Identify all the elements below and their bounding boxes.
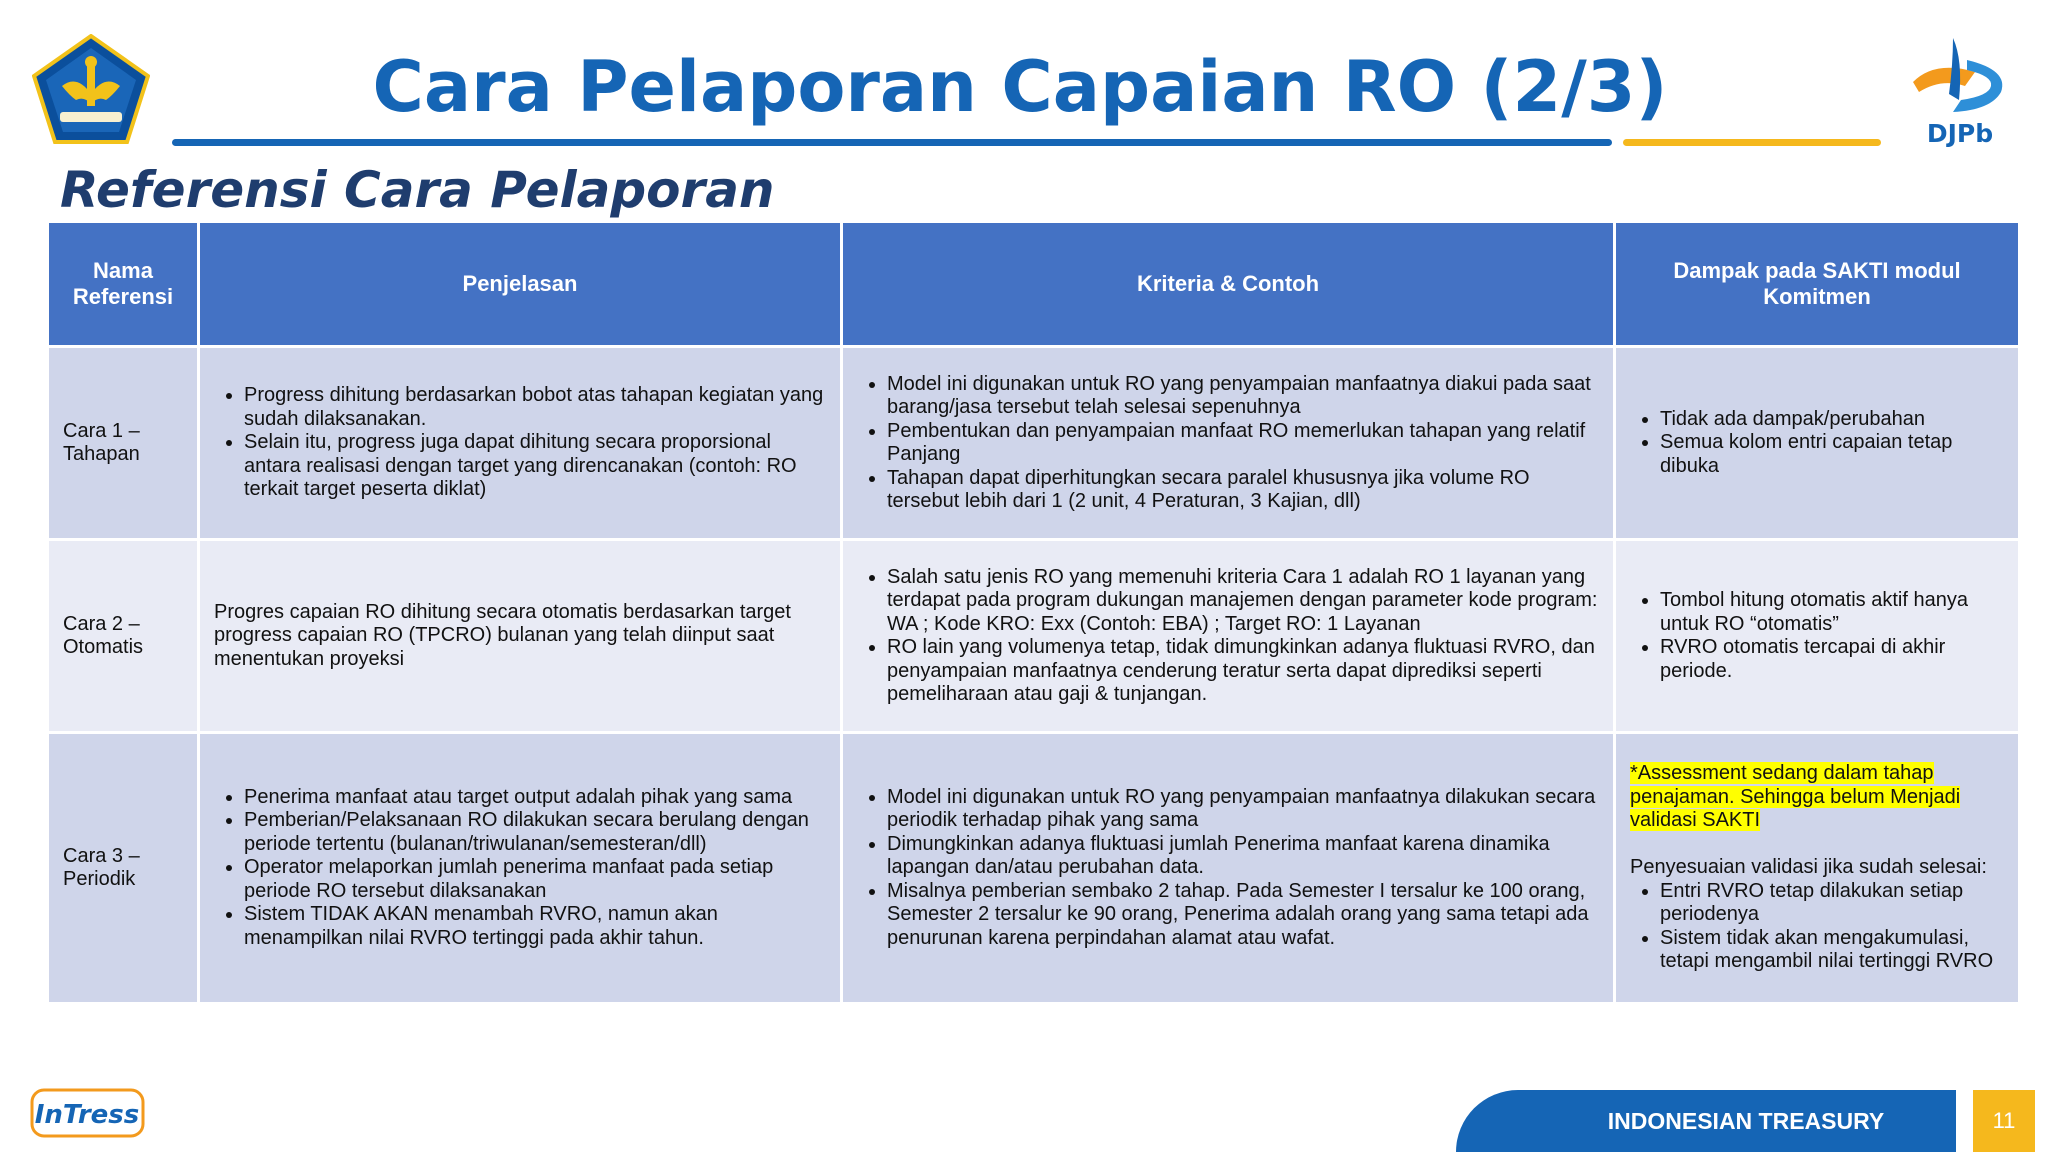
section-subtitle: Referensi Cara Pelaporan <box>60 161 775 219</box>
list-item: • Tahapan dapat diperhitungkan secara paralel khususnya jika volume RO tersebut lebih dari 1 (2 unit, 4 Peraturan, 3 Kajian, dll) <box>887 467 1599 514</box>
list-item: • Sistem tidak akan mengakumulasi, tetapi mengambil nilai tertinggi RVRO <box>1660 927 2004 974</box>
kriteria-cell <box>843 734 1613 1002</box>
page-number-box <box>1973 1090 2035 1152</box>
table-row <box>49 348 2018 538</box>
header-dampak-sakti: Dampak pada SAKTI modul Komitmen <box>1616 223 2018 345</box>
list-item: • Entri RVRO tetap dilakukan setiap periodenya <box>1660 880 2004 927</box>
list-item: • Dimungkinkan adanya fluktuasi jumlah Penerima manfaat karena dinamika lapangan dan/atau perubahan data. <box>887 833 1599 880</box>
assessment-note: *Assessment sedang dalam tahap penajaman. Sehingga belum Menjadi validasi SAKTI <box>1630 762 1961 832</box>
table-row <box>49 541 2018 731</box>
dampak-cell <box>1616 734 2018 1002</box>
list-item: • Tidak ada dampak/perubahan <box>1660 408 2004 432</box>
list-item: • Model ini digunakan untuk RO yang penyampaian manfaatnya dilakukan secara periodik terhadap pihak yang sama <box>887 786 1599 833</box>
title-underline-gold <box>1623 139 1881 146</box>
list-item: • Pemberian/Pelaksanaan RO dilakukan secara berulang dengan periode tertentu (bulanan/triwulanan/semesteran/dll) <box>244 809 826 856</box>
table-header-row <box>49 223 2018 345</box>
intress-logo-text: InTress <box>34 1100 140 1130</box>
page-title: Cara Pelaporan Capaian RO (2/3) <box>372 46 1668 128</box>
header-nama-referensi: Nama Referensi <box>49 223 197 345</box>
spacer <box>1630 833 2004 857</box>
list-item: • RVRO otomatis tercapai di akhir periode. <box>1660 636 2004 683</box>
footer-brand: INDONESIAN TREASURY <box>1607 1107 1885 1134</box>
list-item: • Pembentukan dan penyampaian manfaat RO memerlukan tahapan yang relatif Panjang <box>887 420 1599 467</box>
row-name: Cara 3 – Periodik <box>49 734 197 1002</box>
list-item: • Operator melaporkan jumlah penerima manfaat pada setiap periode RO tersebut dilaksanakan <box>244 856 826 903</box>
row-name: Cara 2 – Otomatis <box>49 541 197 731</box>
page-number: 11 <box>1992 1108 2016 1133</box>
djpb-logo <box>1905 30 2015 150</box>
dampak-cell <box>1616 348 2018 538</box>
list-item: • Model ini digunakan untuk RO yang penyampaian manfaatnya diakui pada saat barang/jasa tersebut telah selesai sepenuhnya <box>887 373 1599 420</box>
row-name: Cara 1 – Tahapan <box>49 348 197 538</box>
list-item: • Semua kolom entri capaian tetap dibuka <box>1660 431 2004 478</box>
header-kriteria-contoh: Kriteria & Contoh <box>843 223 1613 345</box>
table-row <box>49 734 2018 1002</box>
title-underline-blue <box>172 139 1612 146</box>
list-item: • Tombol hitung otomatis aktif hanya untuk RO “otomatis” <box>1660 589 2004 636</box>
header-penjelasan: Penjelasan <box>200 223 840 345</box>
penjelasan-cell: Progres capaian RO dihitung secara otomatis berdasarkan target progress capaian RO (TPCRO) bulanan yang telah diinput saat menentukan proyeksi <box>200 541 840 731</box>
dampak-cell <box>1616 541 2018 731</box>
djpb-logo-text: DJPb <box>1926 119 1994 148</box>
footer-brand-bar <box>1456 1090 1956 1152</box>
list-item: • RO lain yang volumenya tetap, tidak dimungkinkan adanya fluktuasi RVRO, dan penyampaian manfaatnya cenderung teratur serta dapat diprediksi seperti pemeliharaan atau gaji & tunjangan. <box>887 636 1599 707</box>
dampak-intro: Penyesuaian validasi jika sudah selesai: <box>1630 856 1987 879</box>
kemenkeu-logo <box>32 34 150 144</box>
intress-logo <box>30 1088 145 1138</box>
kriteria-cell <box>843 541 1613 731</box>
list-item: • Penerima manfaat atau target output adalah pihak yang sama <box>244 786 826 810</box>
list-item: • Selain itu, progress juga dapat dihitung secara proporsional antara realisasi dengan target yang direncanakan (contoh: RO terkait target peserta diklat) <box>244 431 826 502</box>
penjelasan-cell <box>200 348 840 538</box>
list-item: • Sistem TIDAK AKAN menambah RVRO, namun akan menampilkan nilai RVRO tertinggi pada akhir tahun. <box>244 903 826 950</box>
kriteria-cell <box>843 348 1613 538</box>
penjelasan-cell <box>200 734 840 1002</box>
list-item: • Misalnya pemberian sembako 2 tahap. Pada Semester I tersalur ke 100 orang, Semester 2 tersalur ke 90 orang, Penerima adalah orang yang sama tetapi ada penurunan karena perpindahan alamat atau wafat. <box>887 880 1599 951</box>
reference-table <box>46 220 2021 1005</box>
list-item: • Progress dihitung berdasarkan bobot atas tahapan kegiatan yang sudah dilaksanakan. <box>244 384 826 431</box>
list-item: • Salah satu jenis RO yang memenuhi kriteria Cara 1 adalah RO 1 layanan yang terdapat pada program dukungan manajemen dengan parameter kode program: WA ; Kode KRO: Exx (Contoh: EBA) ; Target RO: 1 Layanan <box>887 566 1599 637</box>
djpb-emblem-icon <box>1905 30 2015 120</box>
